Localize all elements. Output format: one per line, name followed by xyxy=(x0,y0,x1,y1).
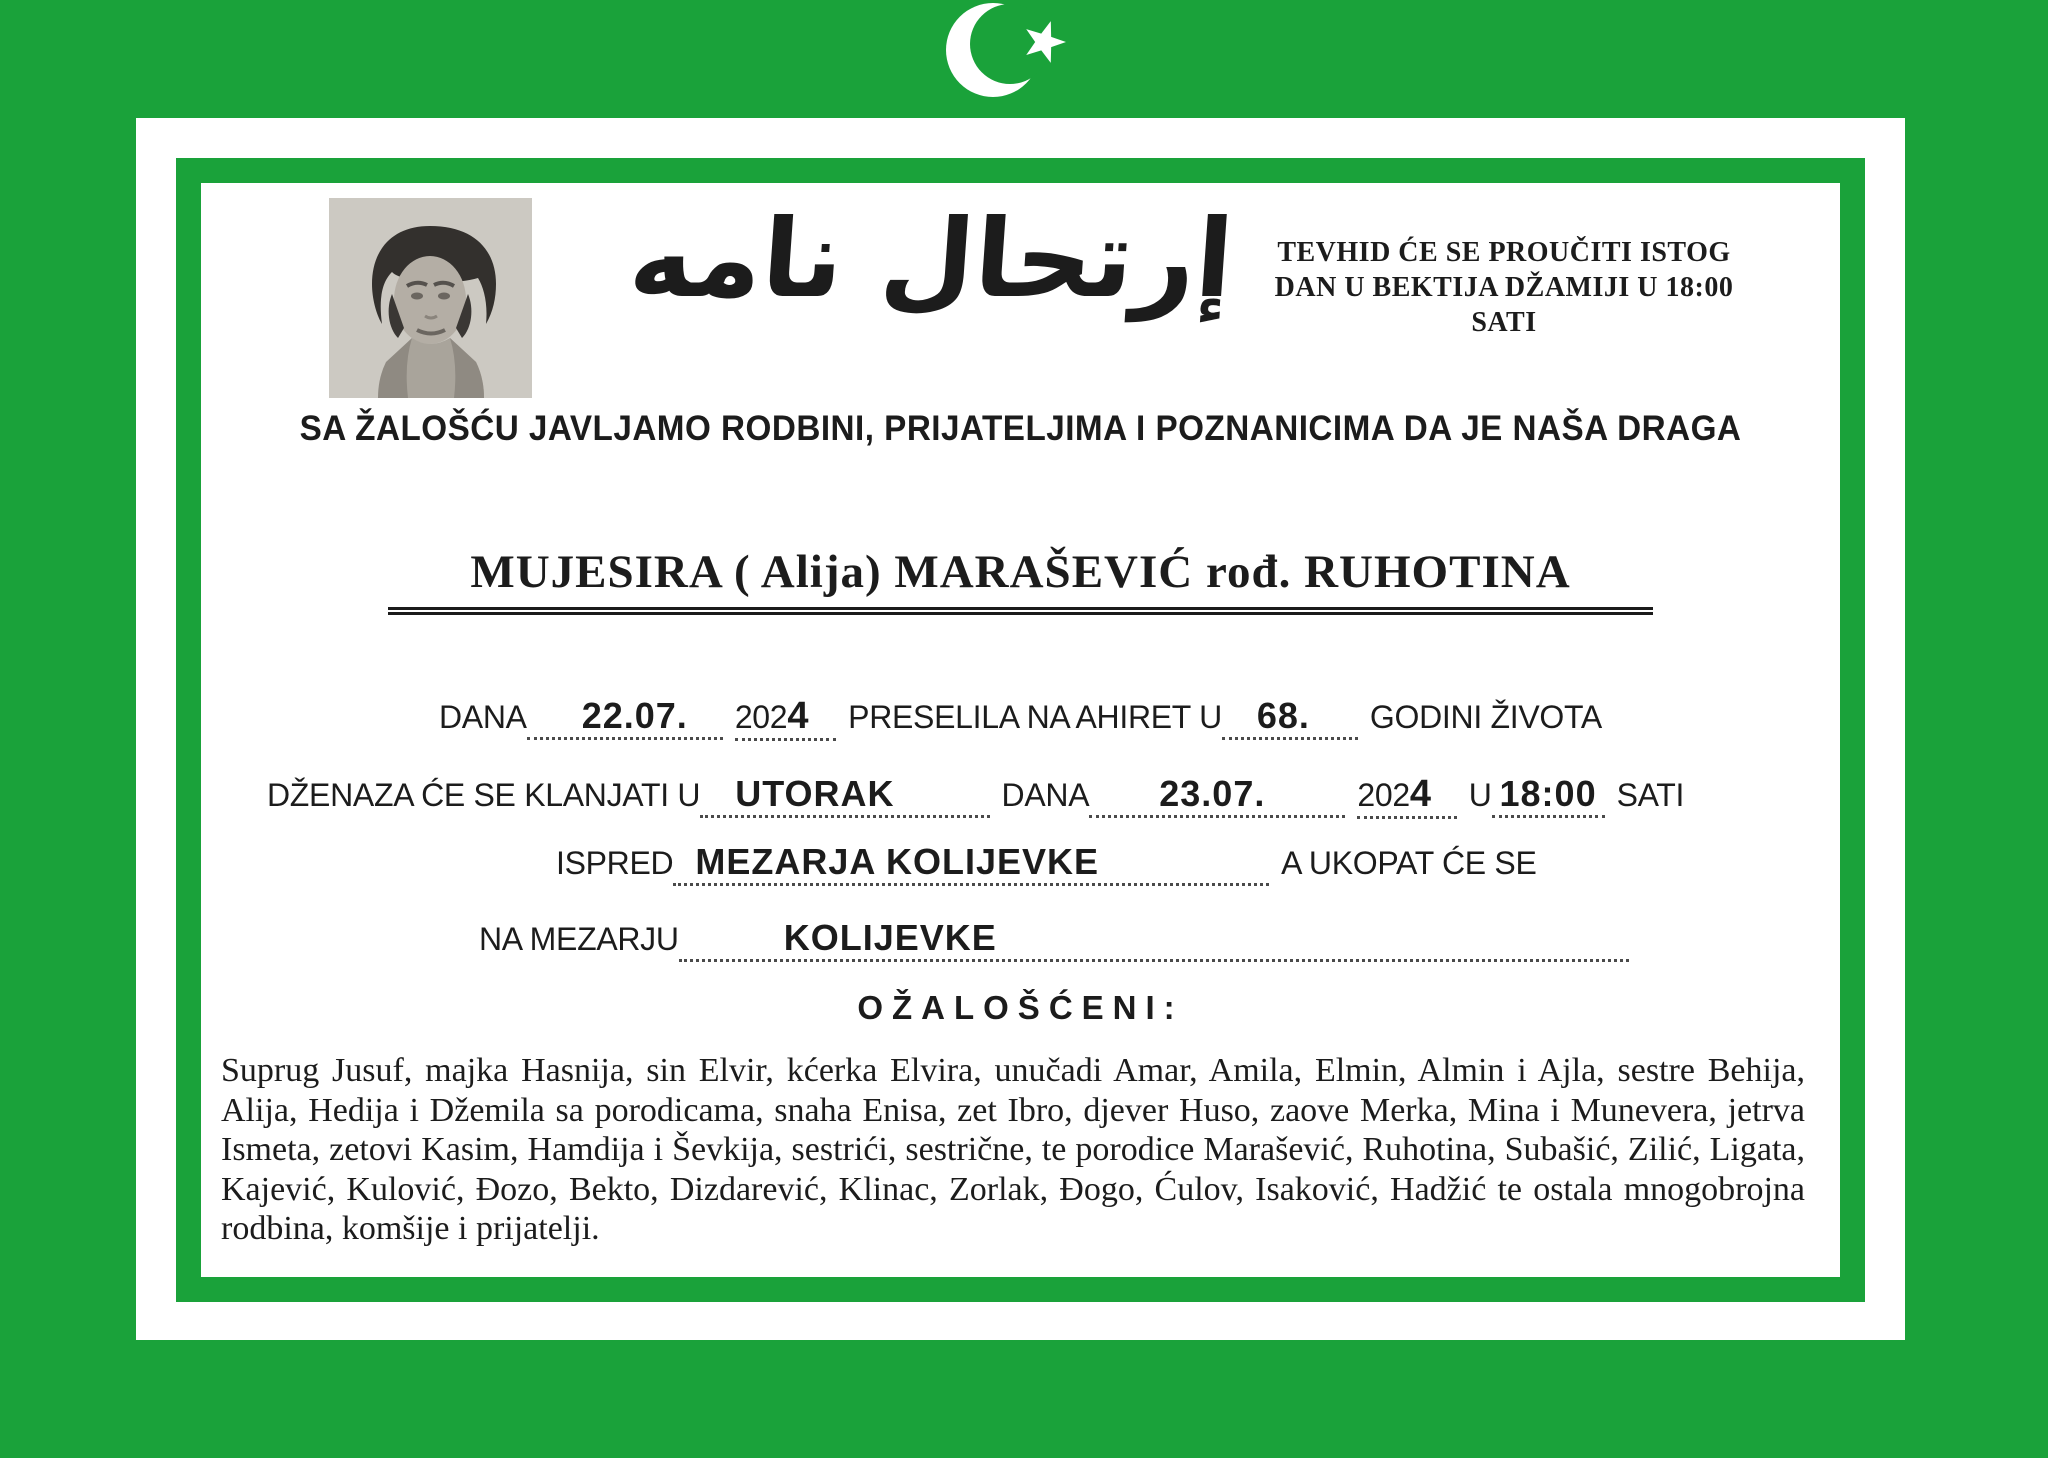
tevhid-line-3: SATI xyxy=(1471,307,1537,338)
row-cemetery xyxy=(479,917,1629,962)
announcement-line: SA ŽALOŠĆU JAVLJAMO RODBINI, PRIJATELJIMA I POZNANICIMA DA JE NAŠA DRAGA xyxy=(299,409,1742,448)
ukopat-label: A UKOPAT ĆE SE xyxy=(1281,845,1537,881)
ispred-label: ISPRED xyxy=(556,845,674,881)
notice-inner-border xyxy=(176,158,1865,1302)
mourners-paragraph: Suprug Jusuf, majka Hasnija, sin Elvir, kćerka Elvira, unučadi Amar, Amila, Elmin, Almin i Ajla, sestre Behija, Alija, Hedija i Džemila sa porodicama, snaha Enisa, zet Ibro, djever Huso, zaove Merka, Mina i Munevera, jetrva Ismeta, zetovi Kasim, Hamdija i Ševkija, sestrići, sestrične, te porodice Marašević, Ruhotina, Subašić, Zilić, Ligata, Kajević, Kulović, Đozo, Bekto, Dizdarević, Klinac, Zorlak, Đogo, Ćulov, Isaković, Hadžić te ostala mnogobrojna rodbina, komšije i prijatelji. xyxy=(221,1052,1805,1247)
mourners-heading: OŽALOŠĆENI: xyxy=(857,989,1184,1026)
death-date-value: 22.07. xyxy=(527,695,723,740)
arabic-calligraphy: إرتحال نامه xyxy=(625,197,1238,322)
deceased-name-block xyxy=(201,545,1840,615)
u-label: U xyxy=(1468,777,1492,813)
name-underline xyxy=(388,545,1653,615)
tevhid-line-2: DAN U BEKTIJA DŽAMIJI U 18:00 xyxy=(1274,272,1734,303)
dana-label: DANA xyxy=(439,699,527,735)
deceased-name: MUJESIRA ( Alija) MARAŠEVIĆ rođ. RUHOTINA xyxy=(470,546,1571,598)
crescent-star-icon xyxy=(945,0,1085,100)
death-year xyxy=(735,695,836,741)
funeral-day-value: UTORAK xyxy=(700,773,989,818)
notice-content xyxy=(201,183,1840,1277)
godini-zivota-label: GODINI ŽIVOTA xyxy=(1369,699,1602,735)
year-prefix: 202 xyxy=(734,699,788,735)
row-funeral xyxy=(267,773,1684,819)
row-death-date xyxy=(439,695,1602,741)
portrait-photo xyxy=(329,198,532,398)
funeral-time-value: 18:00 xyxy=(1492,773,1605,818)
funeral-place-value: MEZARJA KOLIJEVKE xyxy=(673,841,1269,886)
tevhid-line-1: TEVHID ĆE SE PROUČITI ISTOG xyxy=(1277,237,1731,268)
sati-label: SATI xyxy=(1616,777,1685,813)
funeral-year-prefix: 202 xyxy=(1357,777,1410,813)
funeral-date-value: 23.07. xyxy=(1089,773,1345,818)
na-mezarju-label: NA MEZARJU xyxy=(479,921,679,957)
dzenaza-label: DŽENAZA ĆE SE KLANJATI U xyxy=(267,777,701,813)
preselila-label: PRESELILA NA AHIRET U xyxy=(848,699,1222,735)
year-written-digit: 4 xyxy=(787,695,809,737)
notice-frame xyxy=(136,118,1905,1340)
age-value: 68. xyxy=(1222,695,1358,740)
funeral-year-digit: 4 xyxy=(1409,773,1431,815)
dana2-label: DANA xyxy=(1001,777,1090,813)
tevhid-note xyxy=(1249,235,1759,340)
cemetery-value: KOLIJEVKE xyxy=(679,917,1629,962)
funeral-year xyxy=(1357,773,1456,819)
row-location xyxy=(556,841,1537,886)
